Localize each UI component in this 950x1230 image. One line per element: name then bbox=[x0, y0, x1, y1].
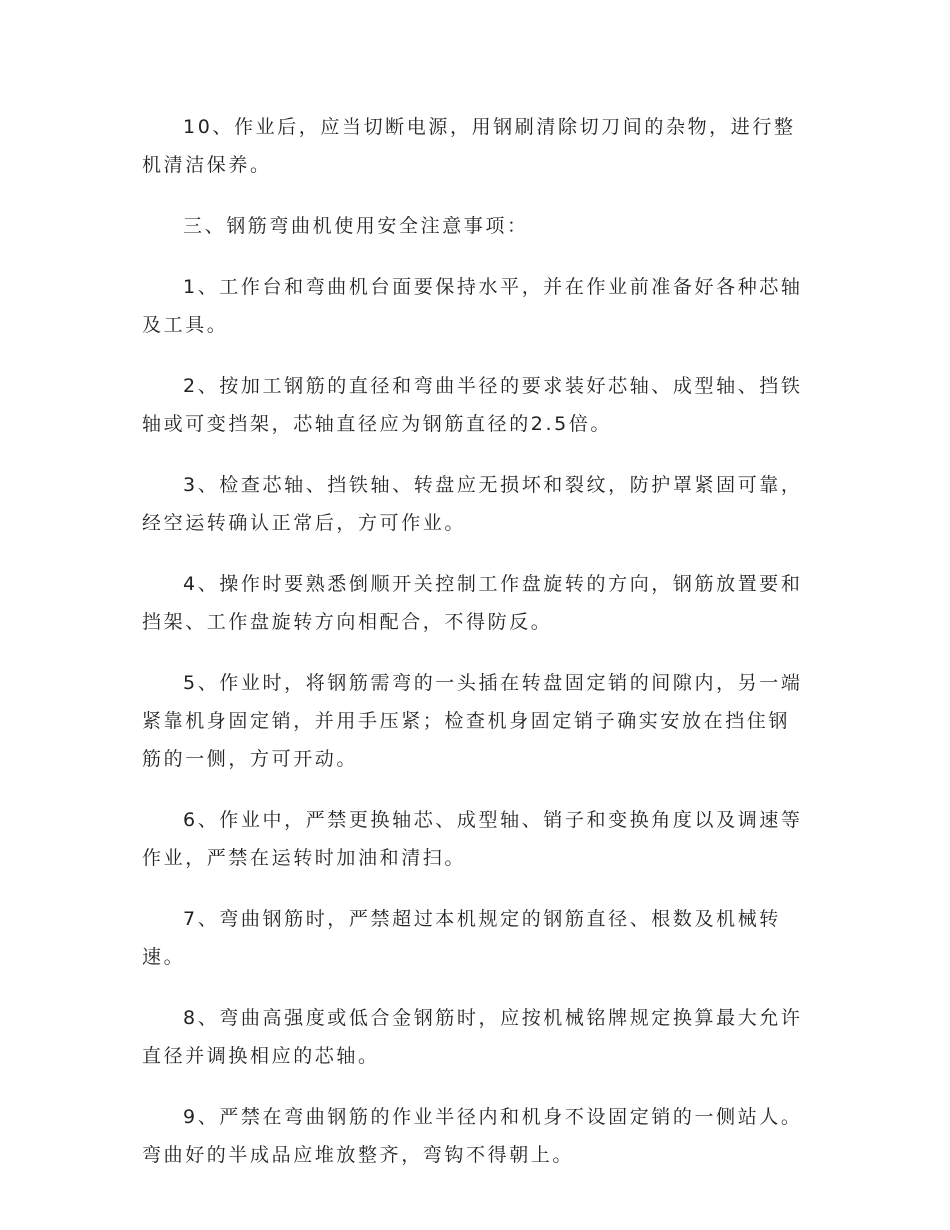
paragraph-line: 5、作业时，将钢筋需弯的一头插在转盘固定销的间隙内，另一端 bbox=[183, 672, 803, 694]
paragraph-line: 10、作业后，应当切断电源，用钢刷清除切刀间的杂物，进行整 bbox=[183, 116, 796, 138]
paragraph-line: 速。 bbox=[142, 946, 186, 968]
paragraph-item-5 bbox=[142, 664, 810, 778]
paragraph-line: 紧靠机身固定销，并用手压紧；检查机身固定销子确实安放在挡住钢 bbox=[142, 710, 791, 732]
paragraph-item-3 bbox=[142, 466, 810, 542]
paragraph-line: 6、作业中，严禁更换轴芯、成型轴、销子和变换角度以及调速等 bbox=[183, 809, 803, 831]
paragraph-line: 轴或可变挡架，芯轴直径应为钢筋直径的2.5倍。 bbox=[142, 413, 613, 435]
paragraph-item-4 bbox=[142, 565, 810, 641]
paragraph-line: 经空运转确认正常后，方可作业。 bbox=[142, 512, 467, 534]
paragraph-line: 及工具。 bbox=[142, 314, 229, 336]
paragraph-line: 9、严禁在弯曲钢筋的作业半径内和机身不设固定销的一侧站人。 bbox=[183, 1106, 803, 1128]
paragraph-line: 直径并调换相应的芯轴。 bbox=[142, 1045, 380, 1067]
paragraph-item-1 bbox=[142, 268, 810, 344]
paragraph-item-8 bbox=[142, 999, 810, 1075]
section-heading-text: 三、钢筋弯曲机使用安全注意事项： bbox=[183, 215, 529, 237]
paragraph-line: 机清洁保养。 bbox=[142, 154, 272, 176]
paragraph-line: 8、弯曲高强度或低合金钢筋时，应按机械铭牌规定换算最大允许 bbox=[183, 1007, 803, 1029]
paragraph-line: 1、工作台和弯曲机台面要保持水平，并在作业前准备好各种芯轴 bbox=[183, 276, 803, 298]
section-heading-3 bbox=[142, 207, 810, 245]
paragraph-line: 挡架、工作盘旋转方向相配合，不得防反。 bbox=[142, 611, 553, 633]
paragraph-line: 作业，严禁在运转时加油和清扫。 bbox=[142, 847, 467, 869]
paragraph-item-6 bbox=[142, 801, 810, 877]
paragraph-line: 3、检查芯轴、挡铁轴、转盘应无损坏和裂纹，防护罩紧固可靠， bbox=[183, 474, 803, 496]
paragraph-item-10 bbox=[142, 108, 810, 184]
paragraph-line: 7、弯曲钢筋时，严禁超过本机规定的钢筋直径、根数及机械转 bbox=[183, 908, 781, 930]
paragraph-line: 4、操作时要熟悉倒顺开关控制工作盘旋转的方向，钢筋放置要和 bbox=[183, 573, 803, 595]
paragraph-item-7 bbox=[142, 900, 810, 976]
paragraph-line: 弯曲好的半成品应堆放整齐，弯钩不得朝上。 bbox=[142, 1144, 575, 1166]
paragraph-line: 2、按加工钢筋的直径和弯曲半径的要求装好芯轴、成型轴、挡铁 bbox=[183, 375, 803, 397]
paragraph-line: 筋的一侧，方可开动。 bbox=[142, 748, 359, 770]
paragraph-item-9 bbox=[142, 1098, 810, 1174]
document-body bbox=[142, 108, 810, 1197]
paragraph-item-2 bbox=[142, 367, 810, 443]
